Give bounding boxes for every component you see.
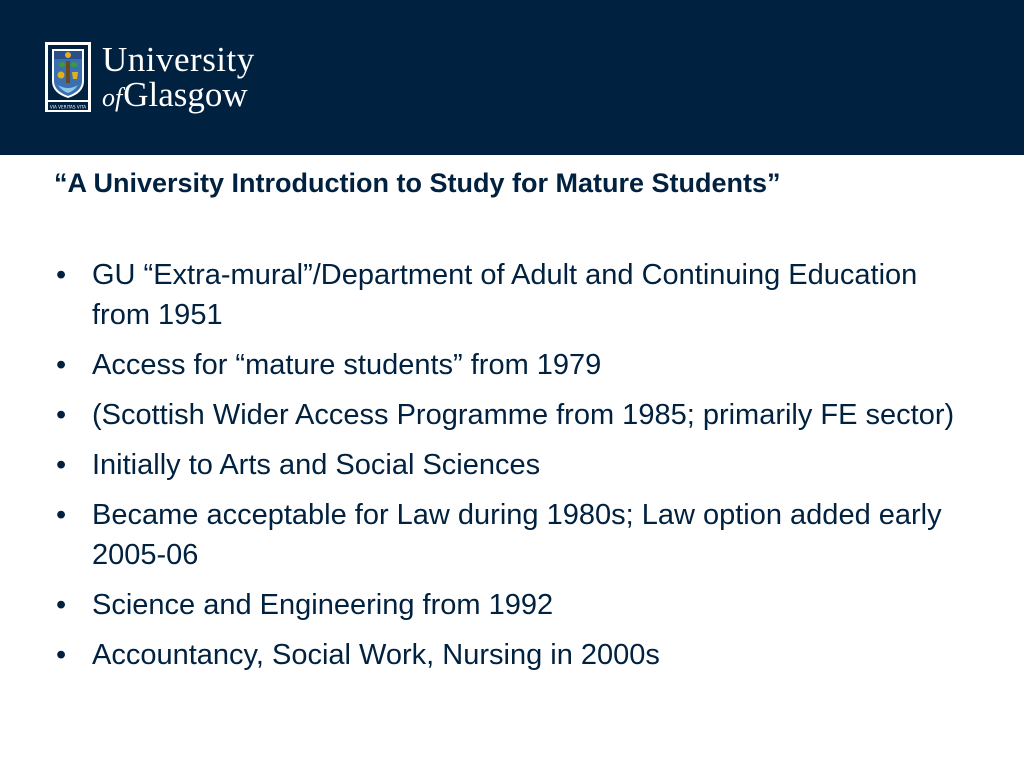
bullet-list: [54, 255, 974, 685]
bullet-dot: •: [56, 399, 67, 431]
wordmark-of-glasgow: [102, 77, 255, 112]
bullet-dot: •: [56, 449, 67, 481]
university-logo: [44, 40, 274, 114]
slide-title: “A University Introduction to Study for Mature Students”: [54, 168, 781, 198]
wordmark: [102, 42, 255, 112]
bullet-item: [54, 345, 974, 385]
bullet-text: (Scottish Wider Access Programme from 1985; primarily FE sector): [92, 399, 955, 431]
wordmark-glasgow: Glasgow: [123, 75, 248, 114]
bullet-dot: •: [56, 639, 67, 671]
bullet-text: GU “Extra-mural”/Department of Adult and Continuing Education from 1951: [92, 259, 918, 331]
bullet-text: Accountancy, Social Work, Nursing in 2000s: [92, 639, 660, 671]
bullet-dot: •: [56, 349, 67, 381]
crest-motto: VIA VERITAS VITA: [49, 104, 87, 110]
bullet-item: [54, 395, 974, 435]
bullet-text: Science and Engineering from 1992: [92, 589, 554, 621]
bullet-item: [54, 495, 974, 575]
bullet-dot: •: [56, 499, 67, 531]
bullet-item: [54, 635, 974, 675]
bullet-item: [54, 255, 974, 335]
crest-icon: [44, 41, 92, 113]
wordmark-university: University: [102, 40, 255, 79]
bullet-text: Initially to Arts and Social Sciences: [92, 449, 541, 481]
header-band: [0, 0, 1024, 155]
bullet-dot: •: [56, 589, 67, 621]
bullet-text: Access for “mature students” from 1979: [92, 349, 602, 381]
wordmark-of: of: [102, 83, 123, 112]
bullet-item: [54, 585, 974, 625]
bullet-dot: •: [56, 259, 67, 291]
bullet-text: Became acceptable for Law during 1980s; Law option added early 2005-06: [92, 499, 942, 571]
bullet-item: [54, 445, 974, 485]
